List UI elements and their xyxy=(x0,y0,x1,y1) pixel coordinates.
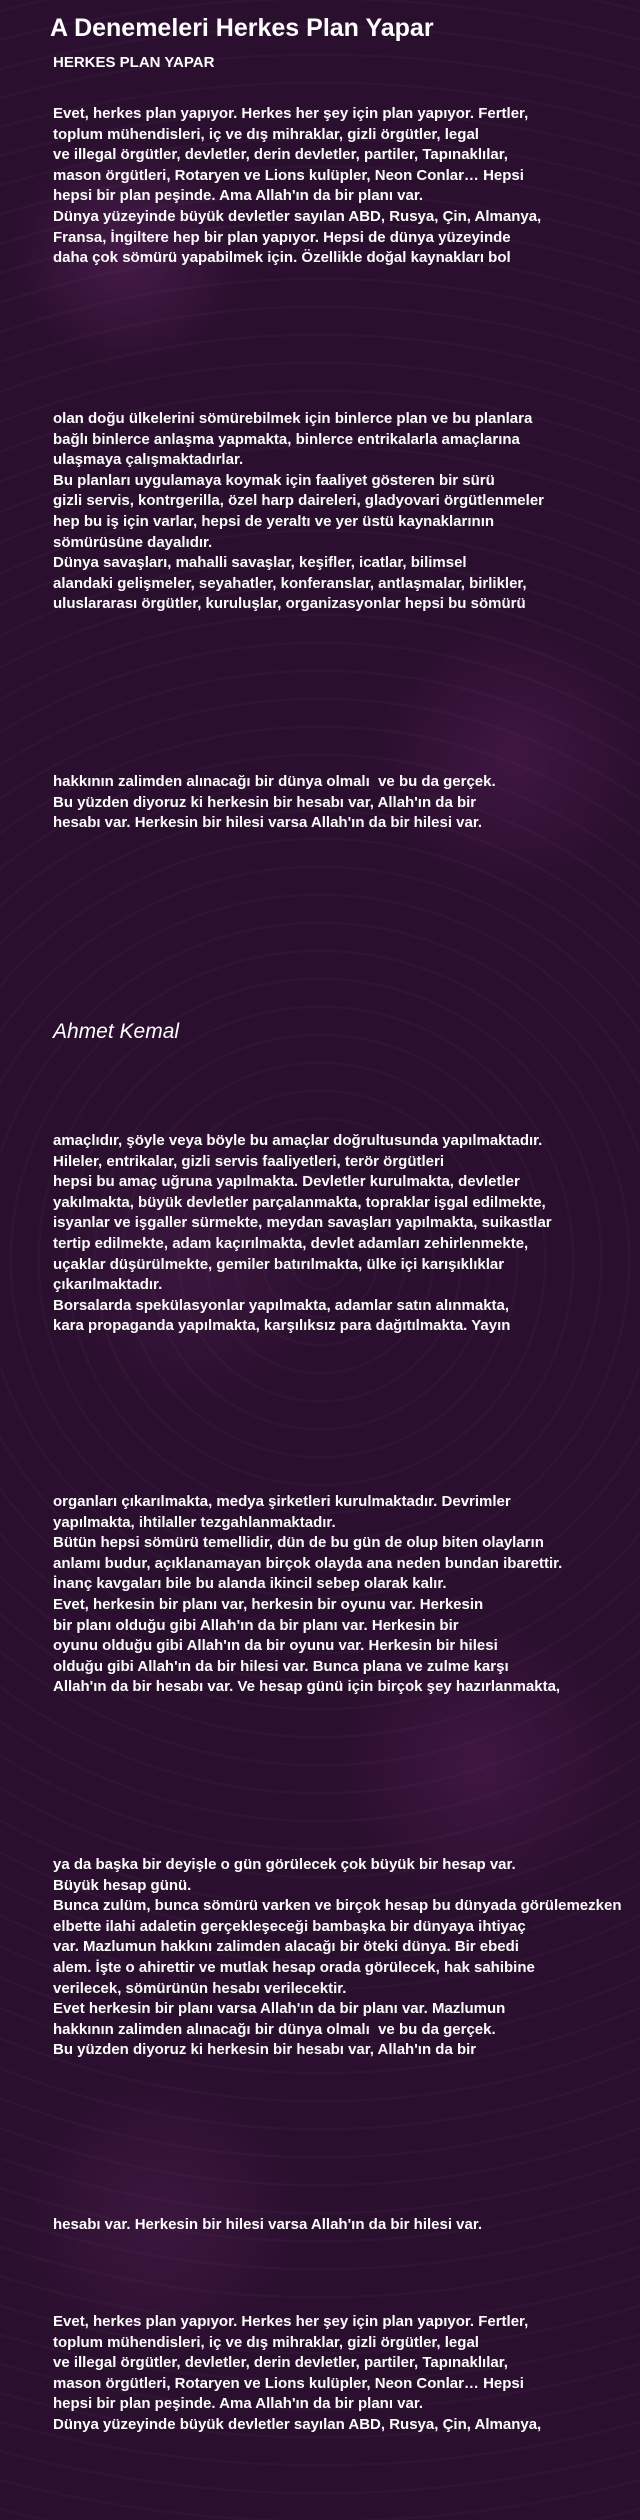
author-name: Ahmet Kemal xyxy=(53,1020,180,1043)
poem-paragraph: olan doğu ülkelerini sömürebilmek için binlerce plan ve bu planlara bağlı binlerce anlaşma yapmakta, binlerce entrikalarla amaçlarına ulaşmaya çalışmaktadırlar. Bu planları uygulamaya koymak için faaliyet gösteren bir sürü gizli servis, kontrgerilla, özel harp daireleri, gladyovari örgütlenmeler hep bu iş için varlar, hepsi de yeraltı ve yer üstü kaynaklarının sömürüsüne dayalıdır. Dünya savaşları, mahalli savaşlar, keşifler, icatlar, bilimsel alandaki gelişmeler, seyahatler, konferanslar, antlaşmalar, birlikler, uluslararası örgütler, kuruluşlar, organizasyonlar hepsi bu sömürü xyxy=(53,410,544,613)
poem-paragraph: Evet, herkes plan yapıyor. Herkes her şey için plan yapıyor. Fertler, toplum mühendisleri, iç ve dış mihraklar, gizli örgütler, legal ve illegal örgütler, devletler, derin devletler, partiler, Tapınaklılar, mason örgütleri, Rotaryen ve Lions kulüpler, Neon Conlar… Hepsi hepsi bir plan peşinde. Ama Allah'ın da bir planı var. Dünya yüzeyinde büyük devletler sayılan ABD, Rusya, Çin, Almanya, xyxy=(53,2313,542,2433)
poem-paragraph: amaçlıdır, şöyle veya böyle bu amaçlar doğrultusunda yapılmaktadır. Hileler, entrikalar, gizli servis faaliyetleri, terör örgütleri hepsi bu amaç uğruna yapılmakta. Devletler kurulmakta, devletler yakılmakta, büyük devletler parçalanmakta, topraklar işgal edilmekte, isyanlar ve işgaller sürmekte, meydan savaşları yapılmakta, suikastlar tertip edilmekte, adam kaçırılmakta, devlet adamları zehirlenmekte, uçaklar düşürülmekte, gemiler batırılmakta, ülke içi karışıklıklar çıkarılmaktadır. Borsalarda spekülasyonlar yapılmakta, adamlar satın alınmakta, kara propaganda yapılmakta, karşılıksız para dağıtılmakta. Yayın xyxy=(53,1132,552,1335)
poem-paragraph: ya da başka bir deyişle o gün görülecek çok büyük bir hesap var. Büyük hesap günü. Bunca zulüm, bunca sömürü varken ve birçok hesap bu dünyada görülemezken elbette ilahi adaletin gerçekleşeceği bambaşka bir dünyaya ihtiyaç var. Mazlumun hakkını zalimden alacağı bir öteki dünya. Bir ebedi alem. İşte o ahirettir ve mutlak hesap orada görülecek, hak sahibine verilecek, sömürünün hesabı verilecektir. Evet herkesin bir planı varsa Allah'ın da bir planı var. Mazlumun hakkının zalimden alınacağı bir dünya olmalı ve bu da gerçek. Bu yüzden diyoruz ki herkesin bir hesabı var, Allah'ın da bir xyxy=(53,1856,622,2059)
poem-heading: HERKES PLAN YAPAR xyxy=(53,54,215,71)
poem-paragraph: hesabı var. Herkesin bir hilesi varsa Allah'ın da bir hilesi var. xyxy=(53,2216,483,2233)
poem-paragraph: organları çıkarılmakta, medya şirketleri kurulmaktadır. Devrimler yapılmakta, ihtilaller tezgahlanmaktadır. Bütün hepsi sömürü temellidir, dün de bu gün de olup biten olayların anlamı budur, açıklanamayan birçok olayda ana neden bundan ibarettir. İnanç kavgaları bile bu alanda ikincil sebep olarak kalır. Evet, herkesin bir planı var, herkesin bir oyunu var. Herkesin bir planı olduğu gibi Allah'ın da bir planı var. Herkesin bir oyunu olduğu gibi Allah'ın da bir oyunu var. Herkesin bir hilesi olduğu gibi Allah'ın da bir hilesi var. Bunca plana ve zulme karşı Allah'ın da bir hesabı var. Ve hesap günü için birçok şey hazırlanmakta, xyxy=(53,1493,563,1696)
page-title: A Denemeleri Herkes Plan Yapar xyxy=(50,14,434,42)
poem-paragraph: Evet, herkes plan yapıyor. Herkes her şey için plan yapıyor. Fertler, toplum mühendisleri, iç ve dış mihraklar, gizli örgütler, legal ve illegal örgütler, devletler, derin devletler, partiler, Tapınaklılar, mason örgütleri, Rotaryen ve Lions kulüpler, Neon Conlar… Hepsi hepsi bir plan peşinde. Ama Allah'ın da bir planı var. Dünya yüzeyinde büyük devletler sayılan ABD, Rusya, Çin, Almanya, Fransa, İngiltere hep bir plan yapıyor. Hepsi de dünya yüzeyinde daha çok sömürü yapabilmek için. Özellikle doğal kaynakları bol xyxy=(53,105,542,267)
poem-paragraph: hakkının zalimden alınacağı bir dünya olmalı ve bu da gerçek. Bu yüzden diyoruz ki herkesin bir hesabı var, Allah'ın da bir hesabı var. Herkesin bir hilesi varsa Allah'ın da bir hilesi var. xyxy=(53,773,496,832)
